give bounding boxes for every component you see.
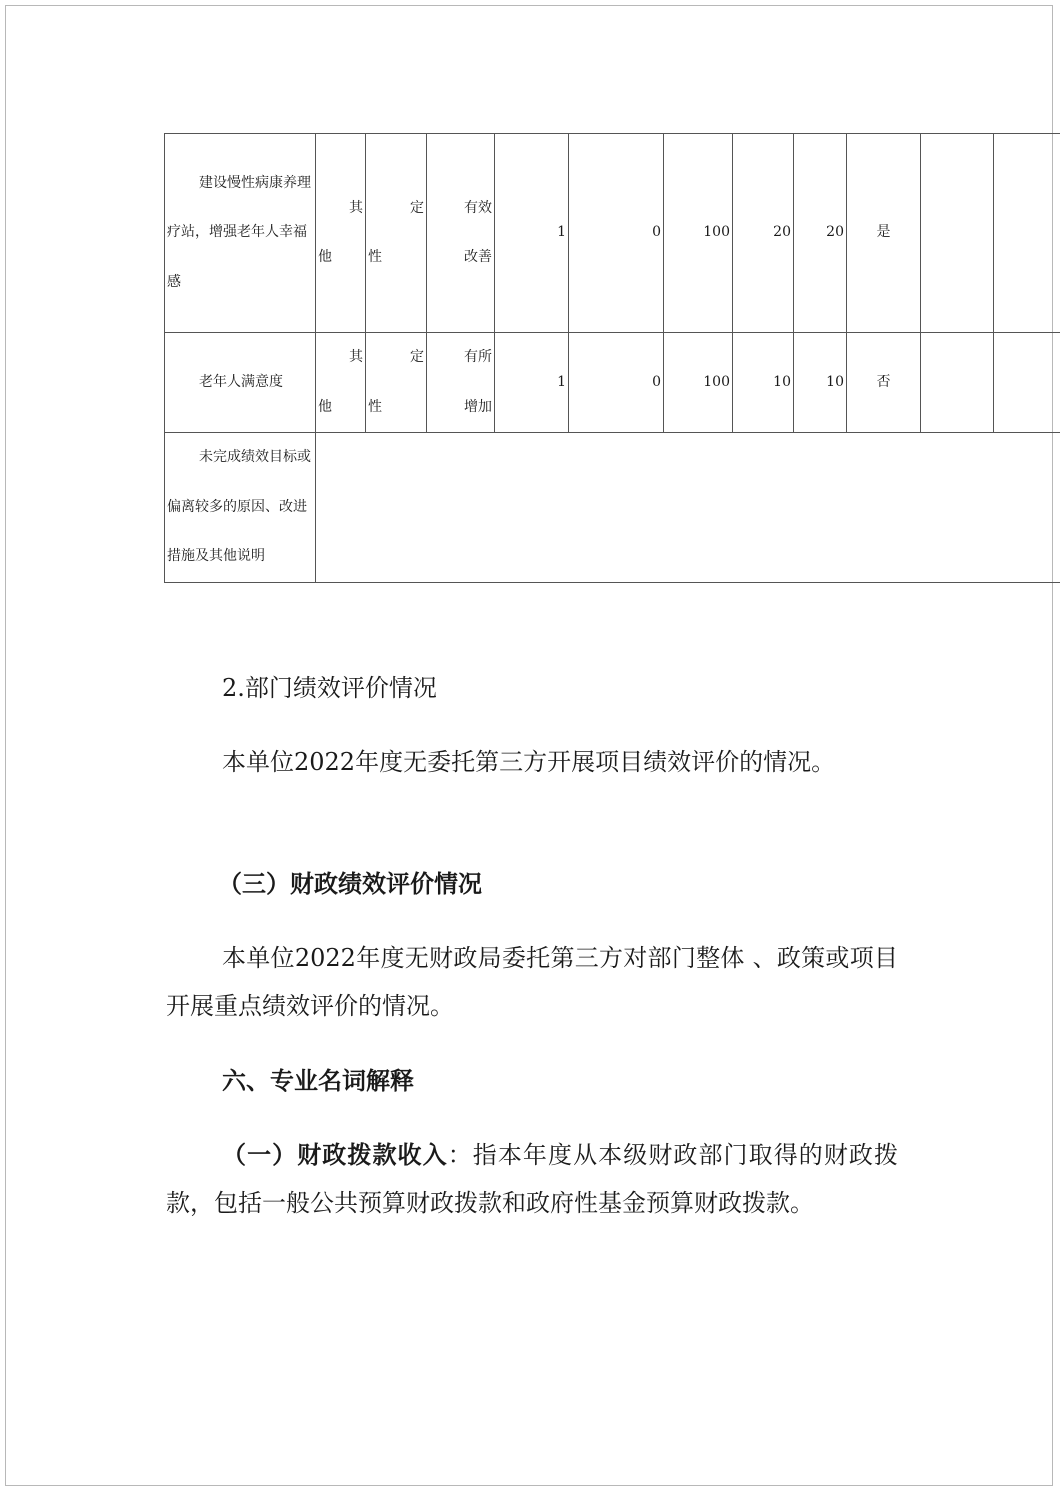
empty-cell (994, 333, 1060, 433)
note-label-cell: 未完成绩效目标或偏离较多的原因、改进措施及其他说明 (165, 433, 316, 583)
indicator-nature-cell: 定 性 (366, 333, 427, 433)
indicator-value-cell: 有效 改善 (427, 134, 495, 333)
value-cell: 0 (569, 333, 664, 433)
indicator-nature-cell: 定 性 (366, 134, 427, 333)
empty-cell (994, 134, 1060, 333)
section-heading: 2.部门绩效评价情况 (222, 674, 437, 702)
term-colon: ： (447, 1141, 473, 1169)
section-heading: 六、专业名词解释 (222, 1066, 414, 1095)
indicator-value-cell: 有所 增加 (427, 333, 495, 433)
table-row (165, 333, 1060, 433)
table-row (165, 433, 1060, 583)
definition-paragraph (166, 1131, 898, 1227)
value-cell: 20 (794, 134, 847, 333)
note-content-cell (316, 433, 1060, 583)
value-cell: 10 (794, 333, 847, 433)
value-cell: 0 (569, 134, 664, 333)
value-cell: 1 (495, 134, 569, 333)
performance-table (164, 133, 1060, 583)
indicator-name-cell: 老年人满意度 (165, 333, 316, 433)
value-cell: 100 (664, 134, 733, 333)
indicator-type-cell: 其 他 (316, 134, 366, 333)
section-heading: （三）财政绩效评价情况 (218, 869, 482, 898)
empty-cell (921, 333, 994, 433)
completed-cell: 是 (847, 134, 921, 333)
completed-cell: 否 (847, 333, 921, 433)
empty-cell (921, 134, 994, 333)
value-cell: 1 (495, 333, 569, 433)
value-cell: 100 (664, 333, 733, 433)
value-cell: 10 (733, 333, 794, 433)
term-definition: 指本年度从本级财政部门取得的财政拨款，包括一般公共预算财政拨款和政府性基金预算财政拨款。 (166, 1141, 899, 1217)
indicator-type-cell: 其 他 (316, 333, 366, 433)
paragraph: 本单位2022年度无委托第三方开展项目绩效评价的情况。 (222, 748, 836, 776)
term-label: （一）财政拨款收入 (222, 1140, 448, 1169)
paragraph: 本单位2022年度无财政局委托第三方对部门整体 、政策或项目开展重点绩效评价的情况。 (166, 944, 898, 1020)
table-row (165, 134, 1060, 333)
indicator-name-cell: 建设慢性病康养理疗站，增强老年人幸福感 (165, 134, 316, 333)
value-cell: 20 (733, 134, 794, 333)
